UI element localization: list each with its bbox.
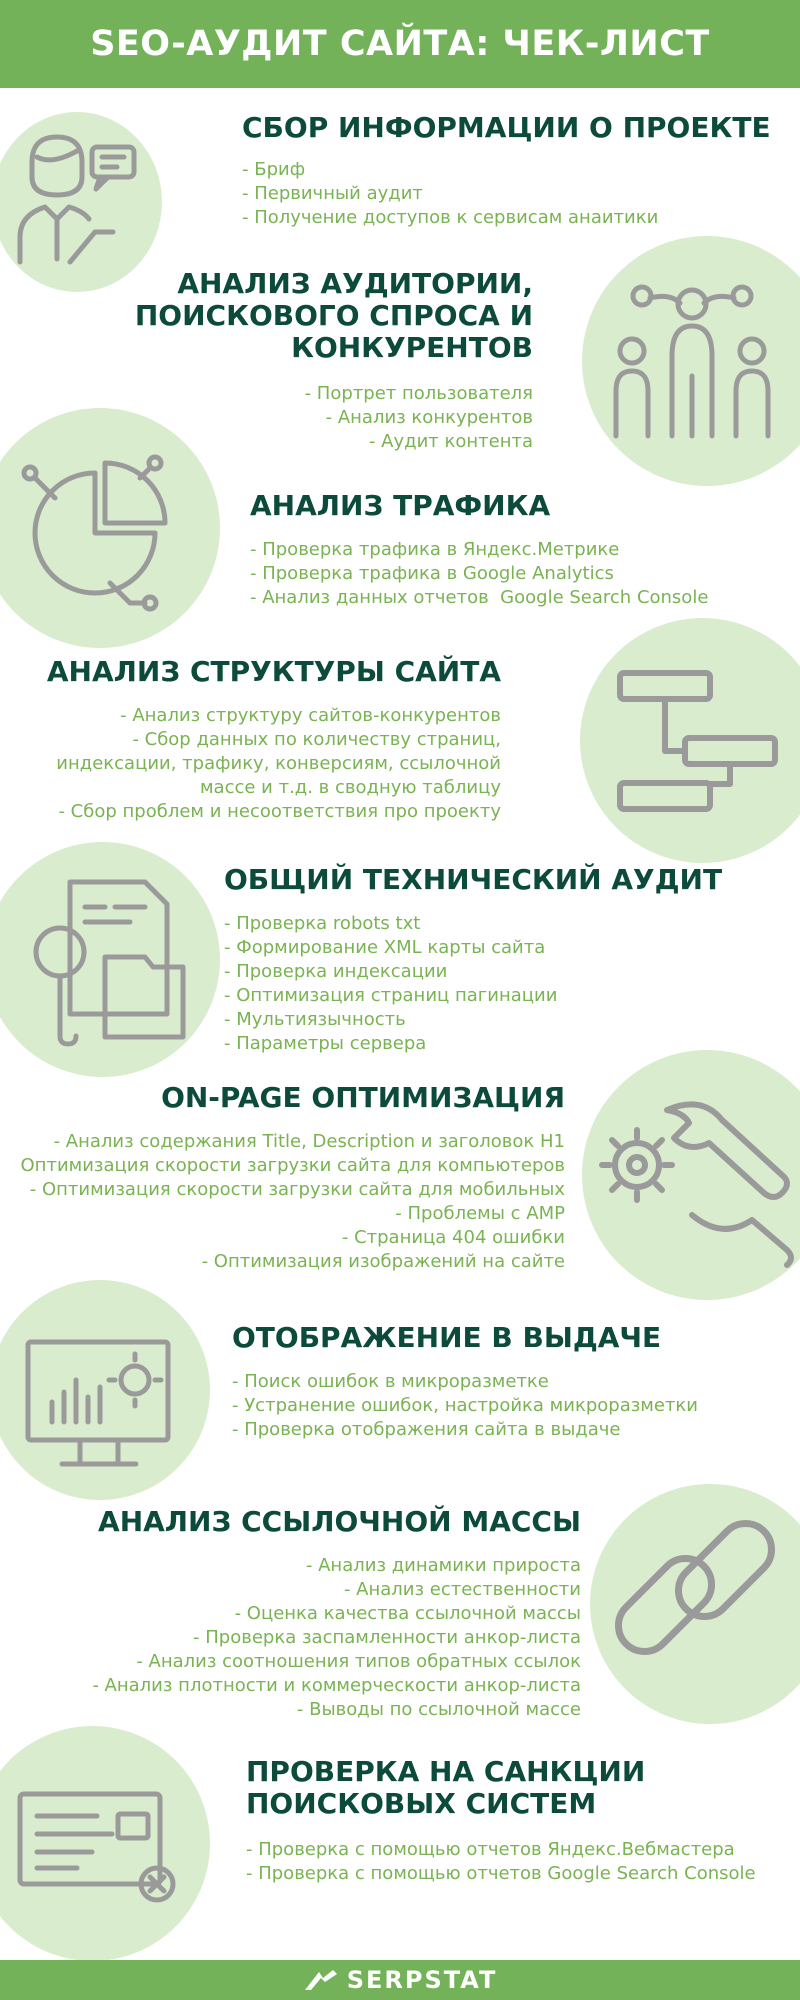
list-item: массе и т.д. в сводную таблицу	[199, 777, 501, 798]
section-title: АНАЛИЗ СТРУКТУРЫ САЙТА	[46, 655, 501, 688]
list-item: - Проверка с помощью отчетов Google Search Console	[246, 1863, 756, 1884]
list-item: - Параметры сервера	[224, 1033, 427, 1054]
list-item: - Получение доступов к сервисам анаитики	[242, 207, 659, 228]
circle-2	[582, 236, 800, 486]
list-item: - Устранение ошибок, настройка микроразметки	[232, 1395, 699, 1416]
section-on-page	[0, 1082, 565, 1274]
footer-brand: SERPSTAT	[346, 1966, 498, 1994]
section-title: АНАЛИЗ АУДИТОРИИ, ПОИСКОВОГО СПРОСА И КОНКУРЕНТОВ	[134, 267, 533, 364]
item-list	[242, 158, 800, 230]
list-item: - Оценка качества ссылочной массы	[234, 1603, 581, 1624]
list-item: - Анализ плотности и коммерческости анкор-листа	[92, 1675, 581, 1696]
list-item: - Бриф	[242, 159, 306, 180]
list-item: - Проблемы с AMP	[395, 1203, 565, 1224]
list-item: - Выводы по ссылочной массе	[296, 1699, 581, 1720]
item-list	[10, 704, 501, 824]
list-item: - Сбор проблем и несоответствия про проекту	[58, 801, 501, 822]
section-project-info	[242, 112, 800, 230]
section-title: СБОР ИНФОРМАЦИИ О ПРОЕКТЕ	[242, 111, 771, 144]
list-item: Оптимизация скорости загрузки сайта для компьютеров	[20, 1155, 565, 1176]
circle-1	[0, 112, 162, 292]
circle-8	[590, 1484, 800, 1724]
monitor-chart-icon	[0, 1280, 210, 1500]
section-structure	[10, 656, 501, 824]
circle-9	[0, 1726, 210, 1961]
list-item: - Проверка трафика в Яндекс.Метрике	[250, 539, 620, 560]
list-item: - Проверка трафика в Google Analytics	[250, 563, 614, 584]
card-with-x-icon	[0, 1726, 210, 1961]
item-list	[20, 1554, 581, 1722]
list-item: - Проверка robots txt	[224, 913, 421, 934]
list-item: - Страница 404 ошибки	[341, 1227, 565, 1248]
chain-link-icon	[590, 1484, 800, 1724]
item-list	[250, 538, 795, 610]
list-item: - Формирование XML карты сайта	[224, 937, 546, 958]
list-item: - Оптимизация изображений на сайте	[201, 1251, 565, 1272]
wrench-gear-icon	[582, 1050, 800, 1300]
section-title: ПРОВЕРКА НА САНКЦИИ ПОИСКОВЫХ СИСТЕМ	[246, 1755, 646, 1820]
list-item: - Анализ динамики прироста	[305, 1555, 581, 1576]
list-item: - Первичный аудит	[242, 183, 423, 204]
serpstat-logo-icon	[303, 1968, 339, 1992]
section-title: ON-PAGE ОПТИМИЗАЦИЯ	[161, 1081, 565, 1114]
page-title: SEO-АУДИТ САЙТА: ЧЕК-ЛИСТ	[90, 24, 710, 64]
section-sanctions	[246, 1756, 796, 1886]
list-item: - Анализ естественности	[343, 1579, 581, 1600]
list-item: - Анализ содержания Title, Description и заголовок H1	[53, 1131, 565, 1152]
circle-7	[0, 1280, 210, 1500]
section-tech-audit	[224, 864, 784, 1056]
list-item: - Сбор данных по количеству страниц,	[132, 729, 501, 750]
list-item: - Поиск ошибок в микроразметке	[232, 1371, 549, 1392]
woman-with-speech-bubble-icon	[0, 112, 162, 292]
list-item: - Проверка с помощью отчетов Яндекс.Вебмастера	[246, 1839, 735, 1860]
list-item: - Проверка заспамленности анкор-листа	[193, 1627, 581, 1648]
list-item: - Анализ данных отчетов Google Search Console	[250, 587, 709, 608]
list-item: индексации, трафику, конверсиям, ссылочной	[56, 753, 501, 774]
list-item: - Анализ конкурентов	[325, 407, 533, 428]
section-backlinks	[20, 1506, 581, 1722]
circle-6	[582, 1050, 800, 1300]
list-item: - Оптимизация скорости загрузки сайта для мобильных	[29, 1179, 565, 1200]
structure-blocks-icon	[580, 618, 800, 863]
section-audience	[70, 268, 533, 454]
list-item: - Проверка индексации	[224, 961, 448, 982]
section-traffic	[250, 490, 795, 610]
page-footer	[0, 1960, 800, 2000]
section-title: ОТОБРАЖЕНИЕ В ВЫДАЧЕ	[232, 1321, 662, 1354]
item-list	[232, 1370, 792, 1442]
magnifier-document-icon	[0, 842, 220, 1077]
circle-4	[580, 618, 800, 863]
item-list	[0, 1130, 565, 1274]
list-item: - Проверка отображения сайта в выдаче	[232, 1419, 621, 1440]
section-title: ОБЩИЙ ТЕХНИЧЕСКИЙ АУДИТ	[224, 863, 723, 896]
list-item: - Аудит контента	[368, 431, 533, 452]
section-serp-display	[232, 1322, 792, 1442]
item-list	[246, 1838, 796, 1886]
list-item: - Анализ соотношения типов обратных ссылок	[136, 1651, 581, 1672]
list-item: - Анализ структуру сайтов-конкурентов	[120, 705, 501, 726]
item-list	[70, 382, 533, 454]
list-item: - Портрет пользователя	[304, 383, 533, 404]
list-item: - Оптимизация страниц пагинации	[224, 985, 558, 1006]
people-group-icon	[582, 236, 800, 486]
section-title: АНАЛИЗ ССЫЛОЧНОЙ МАССЫ	[98, 1505, 581, 1538]
circle-5	[0, 842, 220, 1077]
page-header	[0, 0, 800, 88]
item-list	[224, 912, 784, 1056]
section-title: АНАЛИЗ ТРАФИКА	[250, 489, 551, 522]
list-item: - Мультиязычность	[224, 1009, 406, 1030]
